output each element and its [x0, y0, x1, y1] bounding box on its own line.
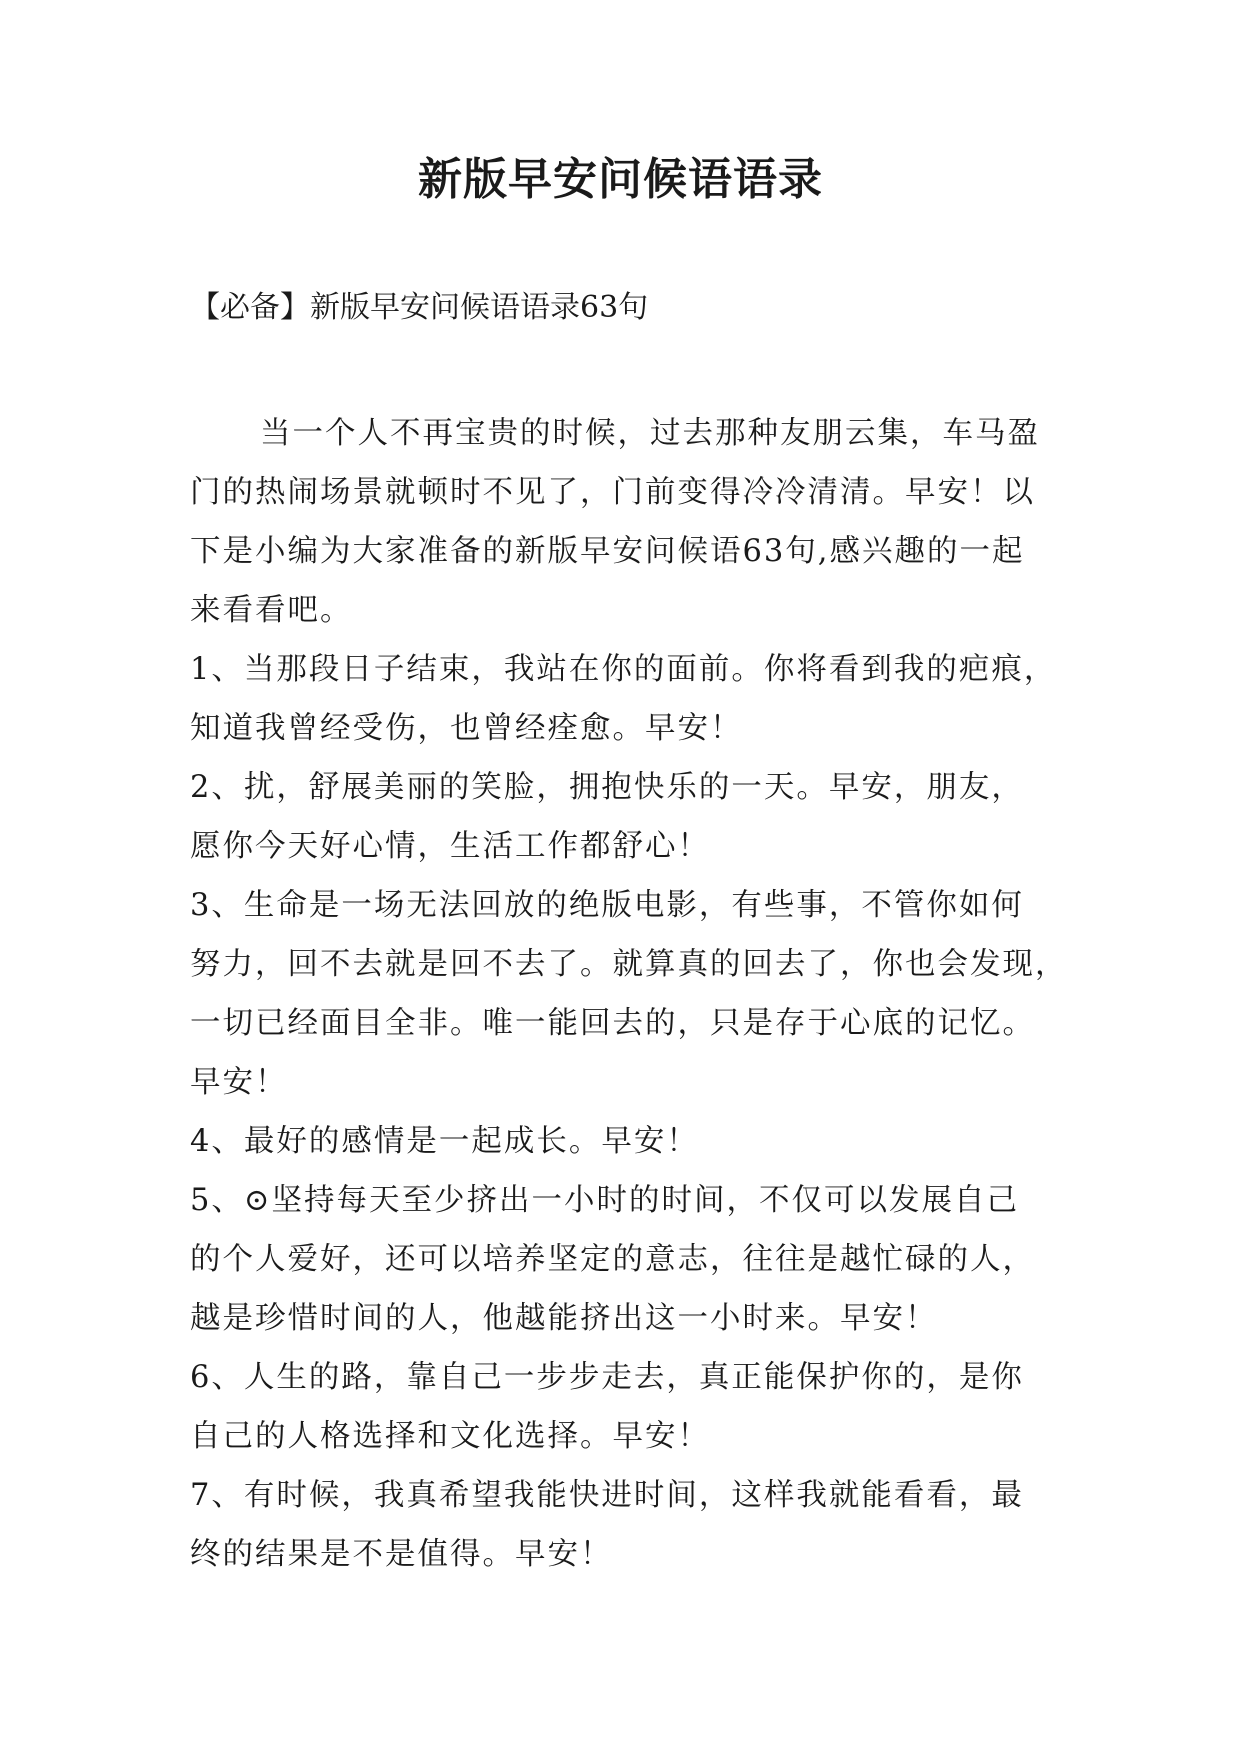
body-line: 来看看吧。	[190, 593, 353, 628]
body-line: 终的结果是不是值得。早安！	[190, 1537, 613, 1572]
body-line: 当一个人不再宝贵的时候，过去那种友朋云集，车马盈	[260, 416, 1040, 451]
body-line: 4、最好的感情是一起成长。早安！	[190, 1124, 699, 1159]
document-title: 新版早安问候语语录	[418, 154, 823, 205]
document-subtitle: 【必备】新版早安问候语语录63句	[190, 290, 649, 325]
body-line: 7、有时候，我真希望我能快进时间，这样我就能看看，最	[190, 1478, 1024, 1513]
body-line: 门的热闹场景就顿时不见了，门前变得冷冷清清。早安！以	[190, 475, 1035, 510]
body-line: 的个人爱好，还可以培养坚定的意志，往往是越忙碌的人，	[190, 1242, 1035, 1277]
body-line: 早安！	[190, 1065, 288, 1100]
document-body	[190, 404, 1068, 1584]
body-line: 一切已经面目全非。唯一能回去的，只是存于心底的记忆。	[190, 1006, 1035, 1041]
body-line: 知道我曾经受伤，也曾经痊愈。早安！	[190, 711, 743, 746]
body-line: 下是小编为大家准备的新版早安问候语63句,感兴趣的一起	[190, 534, 1025, 569]
body-line: 愿你今天好心情，生活工作都舒心！	[190, 829, 710, 864]
body-line: 努力，回不去就是回不去了。就算真的回去了，你也会发现，	[190, 947, 1068, 982]
body-line: 5、⊙坚持每天至少挤出一小时的时间，不仅可以发展自己	[190, 1183, 1019, 1218]
body-line: 2、扰，舒展美丽的笑脸，拥抱快乐的一天。早安，朋友，	[190, 770, 1024, 805]
body-line: 3、生命是一场无法回放的绝版电影，有些事，不管你如何	[190, 888, 1024, 923]
body-line: 6、人生的路，靠自己一步步走去，真正能保护你的，是你	[190, 1360, 1024, 1395]
body-line: 自己的人格选择和文化选择。早安！	[190, 1419, 710, 1454]
body-line: 越是珍惜时间的人，他越能挤出这一小时来。早安！	[190, 1301, 938, 1336]
body-line: 1、当那段日子结束，我站在你的面前。你将看到我的疤痕，	[190, 652, 1057, 687]
